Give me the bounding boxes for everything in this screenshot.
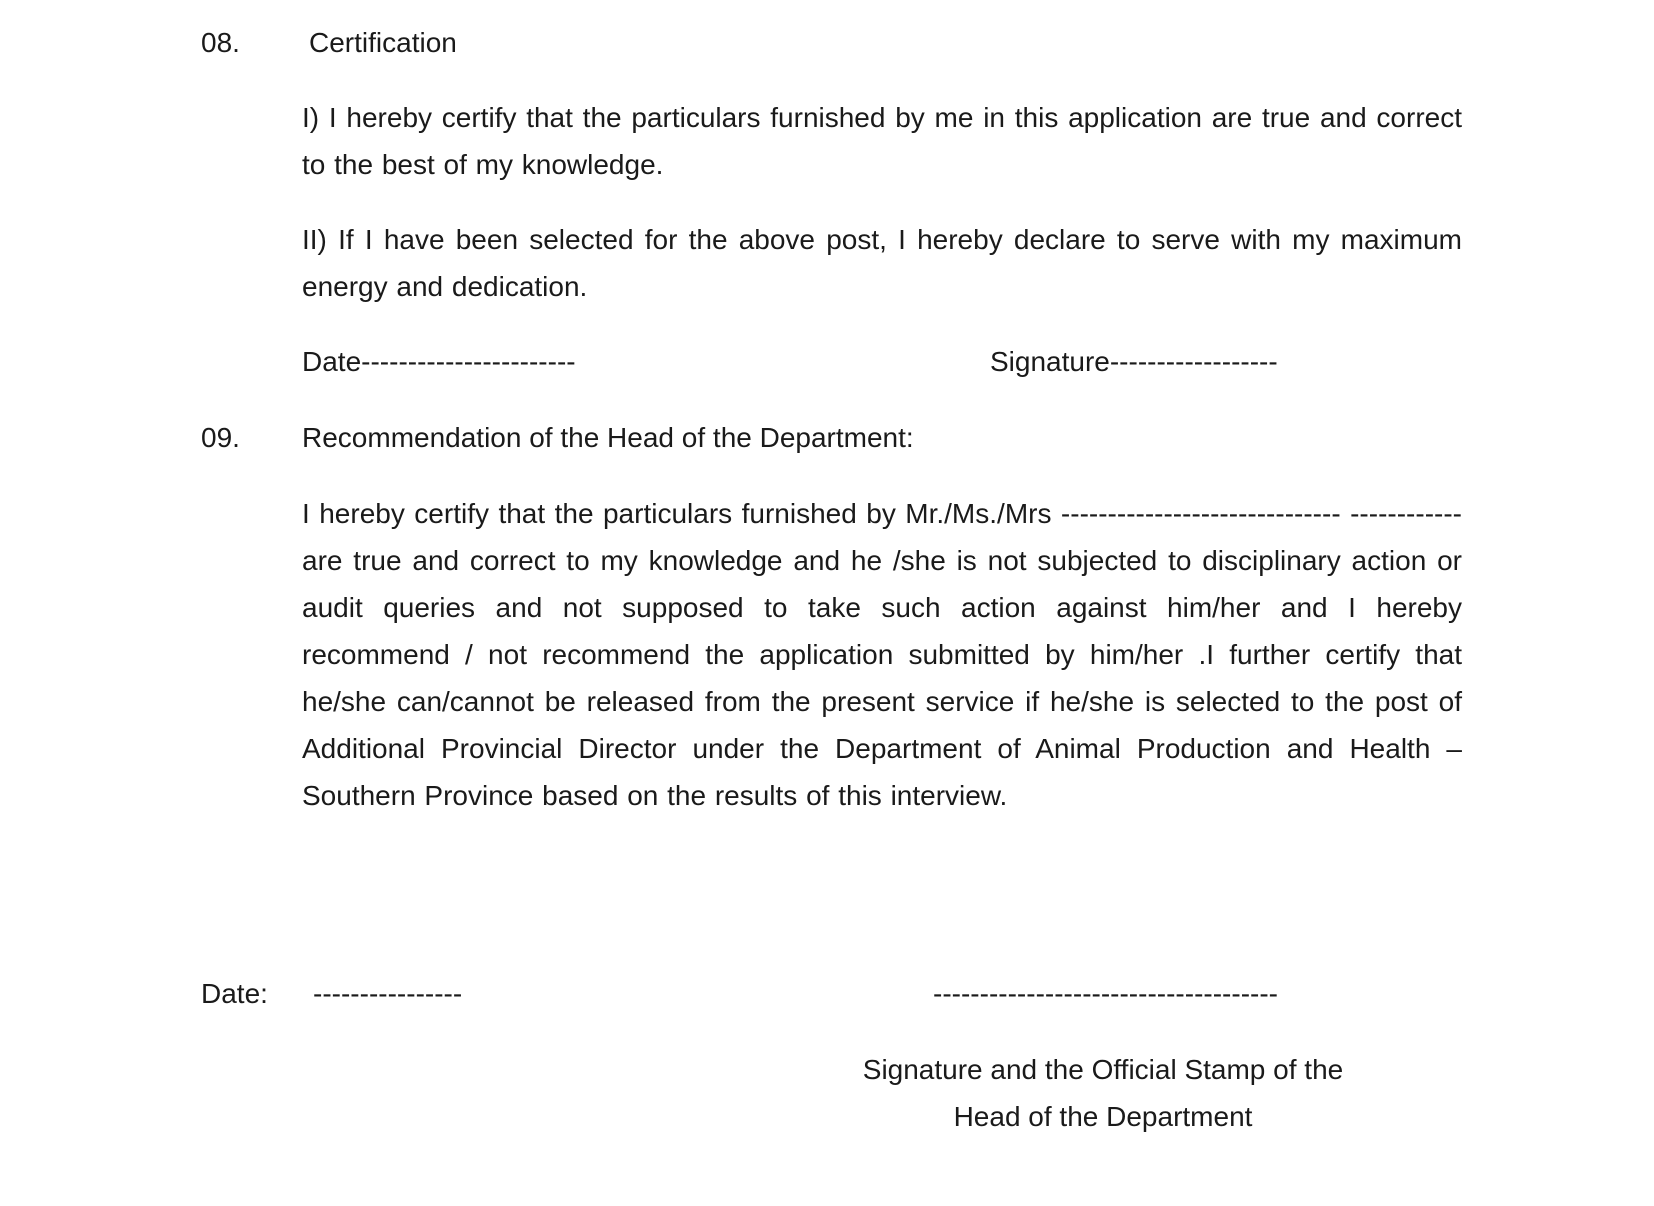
- certification-signature-field: Signature------------------: [990, 346, 1278, 377]
- signature-caption-line-1: Signature and the Official Stamp of the: [862, 1054, 1344, 1085]
- footer-date-line: ----------------: [313, 978, 463, 1009]
- section-09-number: 09.: [201, 422, 240, 453]
- section-09-heading: Recommendation of the Head of the Department:: [302, 422, 914, 453]
- certification-item-2: II) If I have been selected for the above post, I hereby declare to serve with my maximum energy and dedication.: [302, 224, 1462, 302]
- certification-item-1: I) I hereby certify that the particulars furnished by me in this application are true and correct to the best of my knowledge.: [302, 102, 1462, 180]
- section-08-number: 08.: [201, 27, 240, 58]
- certification-date-field: Date-----------------------: [302, 346, 576, 377]
- footer-date-label: Date:: [201, 978, 268, 1009]
- footer-signature-line: -------------------------------------: [933, 978, 1278, 1009]
- recommendation-body: I hereby certify that the particulars furnished by Mr./Ms./Mrs ------------------------------ ------------are true and correct to my knowledge and he /she is not subjected to disciplinary action or audit queries and not supposed to take such action against him/her and I hereby recommend / not recommend the application submitted by him/her .I further certify that he/she can/cannot be released from the present service if he/she is selected to the post of Additional Provincial Director under the Department of Animal Production and Health –Southern Province based on the results of this interview.: [302, 498, 1462, 811]
- section-08-heading: Certification: [309, 27, 457, 58]
- signature-caption-line-2: Head of the Department: [953, 1101, 1253, 1132]
